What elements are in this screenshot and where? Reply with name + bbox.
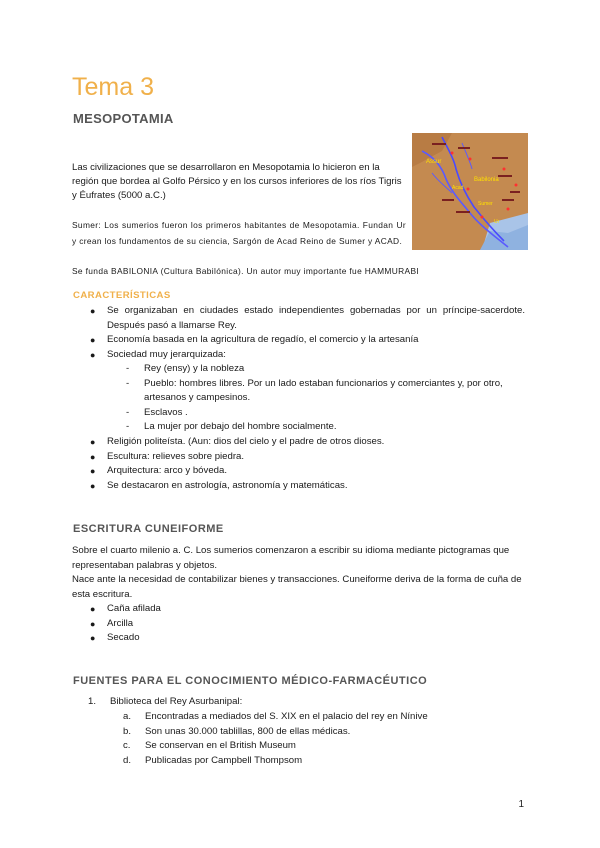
- map-label-acad: Acad: [452, 185, 464, 191]
- dash-icon: -: [126, 363, 130, 374]
- map-label-babilonia: Babilonia: [474, 177, 499, 183]
- bullet-icon: ●: [90, 349, 96, 360]
- ordered-sublist-item: d. Publicadas por Campbell Thompsom: [123, 754, 303, 766]
- escritura-heading: ESCRITURA CUNEIFORME: [73, 523, 224, 535]
- list-item: ● Escultura: relieves sobre piedra.: [107, 450, 525, 465]
- ordered-sublist-item: a. Encontradas a mediados del S. XIX en el palacio del rey en Nínive: [123, 711, 428, 722]
- list-item: ● Arquitectura: arco y bóveda.: [107, 464, 525, 479]
- dash-icon: -: [126, 406, 130, 418]
- list-item: ● Caña afilada: [107, 602, 407, 617]
- bullet-icon: ●: [90, 437, 96, 447]
- sociedad-sublist: [126, 362, 530, 435]
- fuentes-sublist: [123, 710, 535, 768]
- escritura-paragraph-1: Sobre el cuarto milenio a. C. Los sumerios comenzaron a escribir su idioma mediante pictogramas que representaban palabras y objetos.: [72, 545, 510, 571]
- escritura-paragraph-2: Nace ante la necesidad de contabilizar bienes y transacciones. Cuneiforme deriva de la forma de cuña de esta escritura.: [72, 574, 522, 600]
- sublist-item: - Esclavos .: [144, 406, 530, 421]
- page-title: Tema 3: [72, 73, 154, 101]
- page-number: 1: [518, 799, 524, 810]
- section-subtitle: MESOPOTAMIA: [73, 111, 174, 126]
- ordered-sublist-item: b. Son unas 30.000 tablillas, 800 de ellas médicas.: [123, 725, 351, 737]
- list-item: ● Arcilla: [107, 617, 407, 632]
- list-item: ● Economía basada en la agricultura de regadío, el comercio y la artesanía: [107, 333, 525, 348]
- caracteristicas-list: [90, 304, 525, 362]
- bullet-icon: ●: [90, 618, 96, 629]
- ordered-list-item: 1. Biblioteca del Rey Asurbanipal:: [88, 696, 243, 707]
- sublist-item: - La mujer por debajo del hombre socialmente.: [144, 420, 530, 435]
- bullet-icon: ●: [90, 480, 96, 491]
- mesopotamia-map-image: [412, 133, 528, 250]
- sumer-paragraph: Sumer: Los sumerios fueron los primeros habitantes de Mesopotamia. Fundan Ur y crean los fundamentos de su ciencia, Sargón de Acad Reino de Sumer y ACAD.: [72, 220, 406, 246]
- escritura-list: [90, 602, 407, 646]
- ordered-sublist-item: c. Se conservan en el British Museum: [123, 740, 296, 751]
- fuentes-heading: FUENTES PARA EL CONOCIMIENTO MÉDICO-FARMACÉUTICO: [73, 675, 428, 687]
- dash-icon: -: [126, 377, 130, 389]
- sublist-item: - Rey (ensy) y la nobleza: [144, 362, 530, 377]
- bullet-icon: ●: [90, 451, 96, 462]
- caracteristicas-heading: CARACTERÍSTICAS: [73, 290, 171, 301]
- bullet-icon: ●: [90, 335, 96, 345]
- list-item: ● Secado: [107, 631, 407, 646]
- map-label-ur: Ur: [494, 219, 500, 225]
- sublist-item: - Pueblo: hombres libres. Por un lado estaban funcionarios y comerciantes y, por otro, artesanos y campesinos.: [126, 377, 503, 403]
- list-item: ● Se organizaban en ciudades estado independientes gobernadas por un príncipe-sacerdote. Después pasó a llamarse Rey.: [90, 305, 525, 331]
- dash-icon: -: [126, 421, 130, 432]
- escritura-body: [72, 544, 526, 602]
- map-label-assur: Assur: [426, 159, 442, 165]
- bullet-icon: ●: [90, 466, 96, 476]
- bullet-icon: ●: [90, 633, 96, 643]
- bullet-icon: ●: [90, 604, 96, 614]
- caracteristicas-list-continued: [90, 435, 525, 493]
- list-item: ● Sociedad muy jerarquizada:: [107, 348, 525, 363]
- bullet-icon: ●: [90, 306, 96, 316]
- intro-paragraph: Las civilizaciones que se desarrollaron en Mesopotamia lo hicieron en la región que bordea al Golfo Pérsico y en los cursos inferiores de los ríos Tigris y Éufrates (5000 a.C.): [72, 162, 402, 201]
- fuentes-list: [88, 695, 530, 710]
- babilonia-paragraph: Se funda BABILONIA (Cultura Babilónica). Un autor muy importante fue HAMMURABI: [72, 266, 420, 276]
- list-item: ● Se destacaron en astrología, astronomía y matemáticas.: [107, 479, 525, 494]
- map-label-sumer: Sumer: [478, 201, 493, 207]
- list-item: ● Religión politeísta. (Aun: dios del cielo y el padre de otros dioses.: [107, 435, 525, 450]
